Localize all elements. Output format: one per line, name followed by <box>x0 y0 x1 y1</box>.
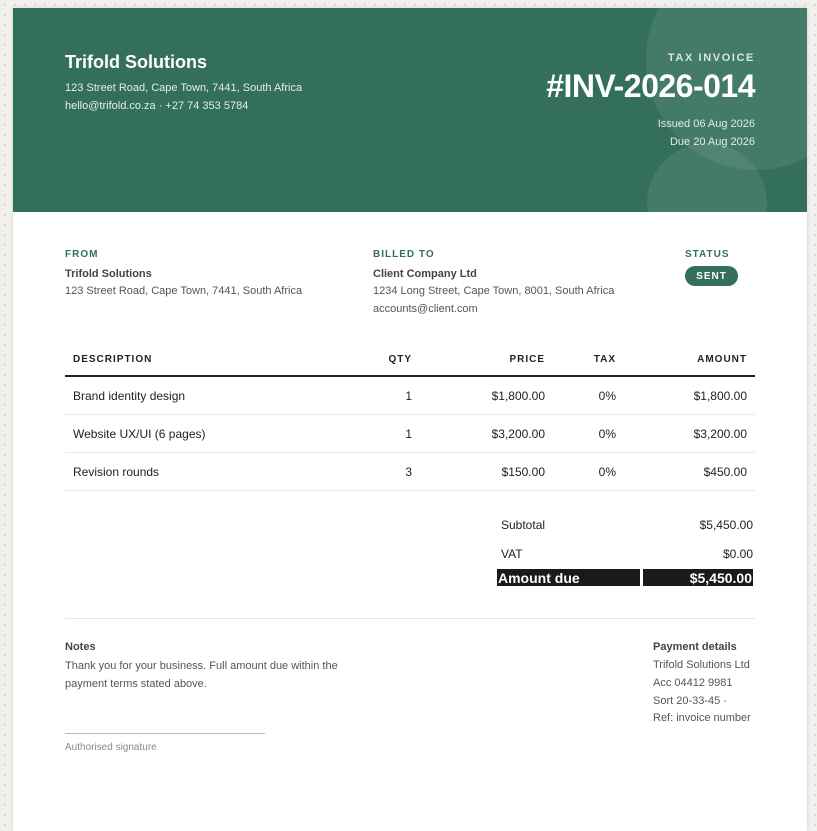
company-name: Trifold Solutions <box>65 52 207 72</box>
item-amount: $3,200.00 <box>693 426 747 441</box>
header-tax: TAX <box>593 354 616 365</box>
from-name: Trifold Solutions <box>65 268 152 280</box>
item-amount: $1,800.00 <box>693 388 747 403</box>
amount-due-value: $5,450.00 <box>643 569 753 586</box>
item-qty: 1 <box>405 388 412 403</box>
billed-to-label: BILLED TO <box>373 249 435 260</box>
from-address: 123 Street Road, Cape Town, 7441, South Africa <box>65 285 303 297</box>
item-amount: $450.00 <box>703 464 747 479</box>
item-tax: 0% <box>598 426 616 441</box>
invoice-paper <box>13 8 807 831</box>
document-type: TAX INVOICE <box>667 52 755 64</box>
item-description: Website UX/UI (6 pages) <box>73 426 206 441</box>
subtotal-value: $5,450.00 <box>699 518 753 532</box>
item-tax: 0% <box>598 464 616 479</box>
header-qty: QTY <box>388 354 412 365</box>
line-items-table <box>65 344 755 491</box>
table-row <box>65 453 755 491</box>
signature-line <box>65 733 265 734</box>
amount-due-label: Amount due <box>497 569 640 586</box>
payment-line: Sort 20-33-45 · <box>653 695 727 707</box>
signature-label: Authorised signature <box>65 742 157 753</box>
status-label: STATUS <box>685 249 730 260</box>
item-price: $3,200.00 <box>491 426 545 441</box>
header-description: DESCRIPTION <box>73 354 153 365</box>
payment-title: Payment details <box>653 641 737 653</box>
item-qty: 3 <box>405 464 412 479</box>
item-price: $150.00 <box>501 464 545 479</box>
table-row <box>65 377 755 415</box>
from-label: FROM <box>65 249 99 260</box>
header-amount: AMOUNT <box>697 354 747 365</box>
section-divider <box>65 618 755 619</box>
table-row <box>65 415 755 453</box>
company-address: 123 Street Road, Cape Town, 7441, South Africa <box>65 82 303 94</box>
payment-line: Acc 04412 9981 <box>653 677 733 689</box>
status-badge: SENT <box>685 266 738 286</box>
notes-title: Notes <box>65 641 96 653</box>
billed-to-address: 1234 Long Street, Cape Town, 8001, South Africa <box>373 285 615 297</box>
billed-to-email: accounts@client.com <box>373 303 478 315</box>
item-qty: 1 <box>405 426 412 441</box>
header-price: PRICE <box>509 354 545 365</box>
subtotal-label: Subtotal <box>501 518 546 532</box>
due-date: Due 20 Aug 2026 <box>669 136 755 148</box>
invoice-number: #INV-2026-014 <box>546 68 755 104</box>
item-description: Revision rounds <box>73 464 160 479</box>
item-price: $1,800.00 <box>491 388 545 403</box>
payment-line: Trifold Solutions Ltd <box>653 659 750 671</box>
billed-to-name: Client Company Ltd <box>373 268 477 280</box>
item-description: Brand identity design <box>73 388 186 403</box>
vat-label: VAT <box>501 547 523 561</box>
company-contact: hello@trifold.co.za · +27 74 353 5784 <box>65 100 249 112</box>
table-header-row <box>65 344 755 377</box>
notes-text: Thank you for your business. Full amount due within the payment terms stated above. <box>65 660 338 690</box>
issue-date: Issued 06 Aug 2026 <box>657 118 755 130</box>
invoice-header <box>13 8 807 212</box>
item-tax: 0% <box>598 388 616 403</box>
payment-line: Ref: invoice number <box>653 712 751 724</box>
vat-value: $0.00 <box>722 547 753 561</box>
